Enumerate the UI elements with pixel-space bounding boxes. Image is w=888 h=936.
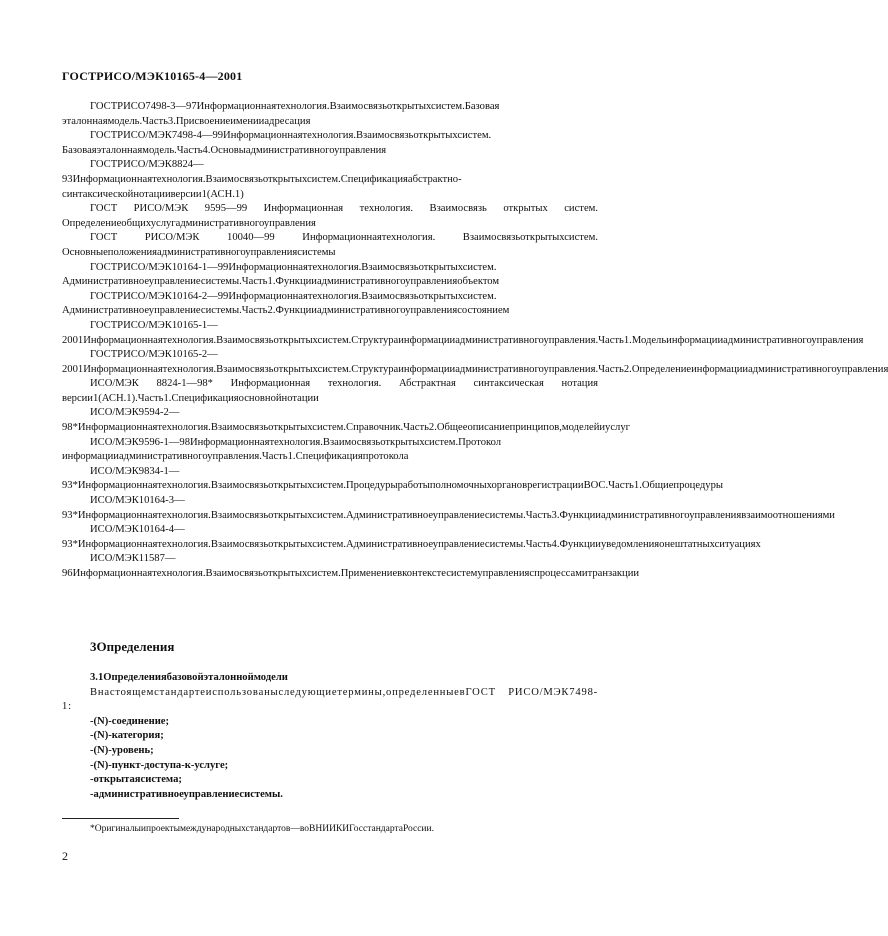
- subsection-heading: 3.1Определениябазовойэталонноймодели: [90, 672, 288, 683]
- definitions-intro: Внастоящемстандартеиспользованыследующиетермины,определенныевГОСТ РИСО/МЭК7498-1:: [62, 686, 598, 713]
- term-item: -(N)-категория;: [90, 730, 164, 742]
- page-number: 2: [62, 849, 68, 863]
- term-item: -административноеуправлениесистемы.: [90, 788, 283, 800]
- reference-item: ГОСТ РИСО/МЭК 9595—99 Информационная технология. Взаимосвязь открытых систем. Определениеобщихуслугадминистративногоуправления: [62, 203, 598, 229]
- normative-references: [62, 100, 888, 582]
- reference-item: ИСО/МЭК11587—96Информационнаятехнология.Взаимосвязьоткрытыхсистем.Применениевконтекстесистемуправленияспроцессамитранзакции: [62, 553, 640, 579]
- reference-item: ГОСТРИСО/МЭК10164-2—99Информационнаятехнология.Взаимосвязьоткрытыхсистем. Административноеуправлениесистемы.Часть2.Функцииадминистративногоуправлениясостоянием: [62, 290, 510, 317]
- reference-item: ГОСТРИСО/МЭК7498-4—99Информационнаятехнология.Взаимосвязьоткрытыхсистем. Базоваяэталоннаямодель.Часть4.Основыадминистративногоуправления: [62, 130, 492, 156]
- reference-item: ГОСТРИСО/МЭК10165-2—2001Информационнаятехнология.Взаимосвязьоткрытыхсистем.Структураинформацииадминистративногоуправления.Часть2.Определениеинформацииадминистративногоуправления: [62, 349, 888, 375]
- footnote-divider: [62, 818, 179, 819]
- running-header: ГОСТРИСО/МЭК10165-4—2001: [62, 69, 243, 83]
- terms-list: [62, 715, 598, 803]
- reference-item: ГОСТРИСО/МЭК10164-1—99Информационнаятехнология.Взаимосвязьоткрытыхсистем. Административноеуправлениесистемы.Часть1.Функцииадминистративногоуправленияобъектом: [62, 261, 500, 288]
- reference-item: ИСО/МЭК10164-4—93*Информационнаятехнология.Взаимосвязьоткрытыхсистем.Административноеуправлениесистемы.Часть4.Функцииуведомленияонештатныхситуациях: [62, 524, 761, 550]
- reference-item: ИСО/МЭК9596-1—98Информационнаятехнология.Взаимосвязьоткрытыхсистем.Протокол информацииадминистративногоуправления.Часть1.Спецификацияпротокола: [62, 436, 502, 463]
- reference-item: ГОСТРИСО/МЭК8824—93Информационнаятехнология.Взаимосвязьоткрытыхсистем.Спецификацияабстрактно-синтаксическойнотацииверсии1(АСН.1): [62, 159, 462, 200]
- term-item: -открытаясистема;: [90, 774, 182, 786]
- definitions-block: [62, 671, 598, 802]
- reference-item: ИСО/МЭК10164-3—93*Информационнаятехнология.Взаимосвязьоткрытыхсистем.Административноеуправлениесистемы.Часть3.Функцииадминистративногоуправлениявзаимоотношениями: [62, 495, 835, 521]
- term-item: -(N)-соединение;: [90, 715, 170, 727]
- reference-item: ГОСТРИСО7498-3—97Информационнаятехнология.Взаимосвязьоткрытыхсистем.Базовая эталоннаямодель.Часть3.Присвоениеименииадресация: [62, 101, 500, 127]
- reference-item: ИСО/МЭК 8824-1—98* Информационная технология. Абстрактная синтаксическая нотация версии1(АСН.1).Часть1.Спецификацияосновнойнотации: [62, 378, 598, 404]
- reference-item: ИСО/МЭК9834-1—93*Информационнаятехнология.Взаимосвязьоткрытыхсистем.ПроцедурыработыполномочныхоргановрегистрацииВОС.Часть1.Общиепроцедуры: [62, 465, 724, 492]
- footnote: *Оригиналыипроектымеждународныхстандартов—воВНИИКИГосстандартаРоссии.: [90, 824, 434, 834]
- reference-item: ИСО/МЭК9594-2—98*Информационнаятехнология.Взаимосвязьоткрытыхсистем.Справочник.Часть2.Общееописаниепринципов,моделейиуслуг: [62, 407, 630, 434]
- reference-item: ГОСТРИСО/МЭК10165-1—2001Информационнаятехнология.Взаимосвязьоткрытыхсистем.Структураинформацииадминистративногоуправления.Часть1.Модельинформацииадминистративногоуправления: [62, 319, 864, 346]
- reference-item: ГОСТ РИСО/МЭК 10040—99 Информационнаятехнология. Взаимосвязьоткрытыхсистем. Основныеположенияадминистративногоуправлениясистемы: [62, 232, 598, 258]
- term-item: -(N)-уровень;: [90, 744, 154, 756]
- section-heading: 3Определения: [90, 639, 175, 654]
- term-item: -(N)-пункт-доступа-к-услуге;: [90, 759, 229, 771]
